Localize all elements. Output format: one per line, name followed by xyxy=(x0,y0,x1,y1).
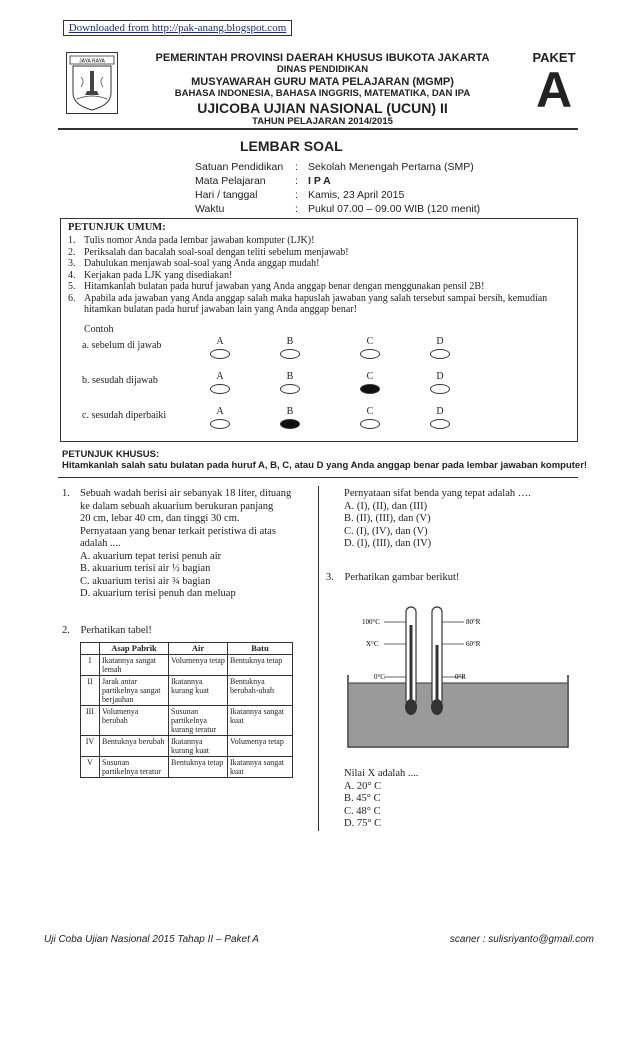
question-text-line: Pernyataan yang benar terkait peristiwa di atas xyxy=(80,525,276,537)
column-divider xyxy=(318,486,319,831)
answer-bubble xyxy=(430,384,450,394)
table-header-row xyxy=(81,643,293,655)
answer-bubble xyxy=(360,349,380,359)
table-cell: Susunan partikelnya teratur xyxy=(100,757,169,778)
info-sep: : xyxy=(295,189,298,201)
header-line-2: DINAS PENDIDIKAN xyxy=(276,64,369,75)
example-label: c. sesudah diperbaiki xyxy=(82,410,167,421)
item-number: 6. xyxy=(68,292,76,304)
table-cell: Bentuknya tetap xyxy=(228,655,293,676)
option-letter: B xyxy=(286,336,294,347)
petunjuk-khusus-title: PETUNJUK KHUSUS: xyxy=(62,449,160,460)
thermo-label: 0°C xyxy=(374,673,385,681)
table-row xyxy=(81,676,293,706)
info-value: I P A xyxy=(308,175,331,187)
answer-option: D. akuarium terisi penuh dan meluap xyxy=(80,588,236,599)
answer-option: D. 75° C xyxy=(344,818,382,829)
item-number: 2. xyxy=(68,246,76,258)
petunjuk-umum-title: PETUNJUK UMUM: xyxy=(68,222,166,233)
contoh-label: Contoh xyxy=(84,324,114,335)
table-cell: Ikatannya sangat lemah xyxy=(100,655,169,676)
table-cell: II xyxy=(81,676,100,706)
option-letter: C xyxy=(366,336,374,347)
footer-left: Uji Coba Ujian Nasional 2015 Tahap II – Paket A xyxy=(44,934,259,945)
table-cell: Bentuknya tetap xyxy=(169,757,228,778)
answer-option: B. akuarium terisi air ½ bagian xyxy=(80,563,211,574)
table-cell: Bentuknya berubah-ubah xyxy=(228,676,293,706)
answer-bubble xyxy=(210,384,230,394)
answer-bubble xyxy=(360,419,380,429)
question-number: 1. xyxy=(62,488,70,499)
lembar-soal-title: LEMBAR SOAL xyxy=(240,138,343,154)
table-cell: IV xyxy=(81,736,100,757)
list-item xyxy=(68,235,574,247)
petunjuk-umum-list xyxy=(68,235,574,316)
info-value: Kamis, 23 April 2015 xyxy=(308,189,405,201)
option-letter: C xyxy=(366,371,374,382)
item-number: 4. xyxy=(68,269,76,281)
answer-option: A. akuarium tepat terisi penuh air xyxy=(80,550,222,562)
answer-option: C. 48° C xyxy=(344,805,381,817)
item-text: Apabila ada jawaban yang Anda anggap salah maka hapuslah jawaban yang salah tersebut sampai bersih, kemudian hitamkan bulatan pada huruf jawaban lain yang Anda anggap benar! xyxy=(84,292,548,315)
table-header: Asap Pabrik xyxy=(100,643,169,655)
question-3 xyxy=(326,572,459,583)
section-divider xyxy=(58,477,578,478)
table-cell: Susunan partikelnya kurang teratur xyxy=(169,706,228,736)
question-text-line: 20 cm, lebar 40 cm, dan tinggi 30 cm. xyxy=(80,513,240,524)
header-divider xyxy=(58,128,578,130)
answer-bubble xyxy=(210,349,230,359)
footer-right: scaner : sulisriyanto@gmail.com xyxy=(449,934,594,945)
answer-bubble xyxy=(430,349,450,359)
table-cell: Volumenya tetap xyxy=(228,736,293,757)
answer-option: A. 20° C xyxy=(344,780,382,792)
thermo-label: 0°R xyxy=(455,673,466,681)
option-letter: A xyxy=(216,406,224,417)
logo-text: JAYA RAYA xyxy=(79,58,105,65)
header-line-4: BAHASA INDONESIA, BAHASA INGGRIS, MATEMATIKA, DAN IPA xyxy=(174,88,471,99)
info-key: Mata Pelajaran xyxy=(195,175,266,187)
item-text: Periksalah dan bacalah soal-soal dengan teliti sebelum menjawab! xyxy=(84,246,349,258)
answer-option: B. 45° C xyxy=(344,793,381,804)
table-cell: I xyxy=(81,655,100,676)
answer-bubble xyxy=(210,419,230,429)
question-number: 3. xyxy=(326,572,334,583)
item-number: 3. xyxy=(68,258,76,269)
properties-table xyxy=(80,642,293,778)
answer-option: B. (II), (III), dan (V) xyxy=(344,513,431,524)
paket-letter: A xyxy=(535,62,573,118)
header-line-3: MUSYAWARAH GURU MATA PELAJARAN (MGMP) xyxy=(191,76,454,88)
option-letter: D xyxy=(436,406,444,417)
example-label: a. sebelum di jawab xyxy=(82,340,162,351)
answer-option: C. akuarium terisi air ¾ bagian xyxy=(80,575,211,587)
item-text: Kerjakan pada LJK yang disediakan! xyxy=(84,269,233,281)
answer-bubble xyxy=(280,384,300,394)
q2-table-wrap xyxy=(80,642,293,778)
table-header: Batu xyxy=(228,643,293,655)
thermo-label: 60°R xyxy=(466,640,481,648)
table-row xyxy=(81,706,293,736)
item-text: Dahulukan menjawab soal-soal yang Anda anggap mudah! xyxy=(84,258,320,269)
table-header: Air xyxy=(169,643,228,655)
table-cell: Ikatannya kurang kuat xyxy=(169,736,228,757)
petunjuk-khusus xyxy=(62,449,587,471)
table-header xyxy=(81,643,100,655)
question-text-line: adalah .... xyxy=(80,538,121,549)
answer-option: C. (I), (IV), dan (V) xyxy=(344,525,428,537)
option-letter: D xyxy=(436,336,444,347)
answer-bubble-filled xyxy=(360,384,380,394)
info-value: Sekolah Menengah Pertama (SMP) xyxy=(308,161,474,173)
table-cell: Jarak antar partikelnya sangat berjauhan xyxy=(100,676,169,706)
list-item xyxy=(68,293,574,316)
question-text-line: ke dalam sebuah akuarium berukuran panjang xyxy=(80,500,274,512)
option-letter: C xyxy=(366,406,374,417)
option-letter: A xyxy=(216,371,224,382)
question-number: 2. xyxy=(62,625,70,636)
list-item xyxy=(68,258,574,270)
question-2-continued xyxy=(344,488,531,551)
item-number: 5. xyxy=(68,281,76,292)
list-item xyxy=(68,247,574,259)
answer-bubble-filled xyxy=(280,419,300,429)
thermo-label: 80°R xyxy=(466,618,481,626)
table-cell: Volumenya berubah xyxy=(100,706,169,736)
header-line-1: PEMERINTAH PROVINSI DAERAH KHUSUS IBUKOTA JAKARTA xyxy=(155,52,490,64)
header-line-5: UJICOBA UJIAN NASIONAL (UCUN) II xyxy=(197,100,448,116)
answer-bubble xyxy=(430,419,450,429)
table-cell: Ikatannya sangat kuat xyxy=(228,706,293,736)
table-row xyxy=(81,736,293,757)
answer-option: A. (I), (II), dan (III) xyxy=(344,500,428,512)
header-line-6: TAHUN PELAJARAN 2014/2015 xyxy=(252,116,393,127)
info-key: Waktu xyxy=(195,203,225,215)
question-text: Perhatikan gambar berikut! xyxy=(344,572,460,583)
table-cell: III xyxy=(81,706,100,736)
item-number: 1. xyxy=(68,235,76,246)
paket-badge xyxy=(526,50,582,118)
item-text: Tulis nomor Anda pada lembar jawaban komputer (LJK)! xyxy=(84,235,315,246)
question-text: Nilai X adalah .... xyxy=(344,768,419,779)
table-row xyxy=(81,655,293,676)
table-cell: V xyxy=(81,757,100,778)
example-label: b. sesudah dijawab xyxy=(82,375,158,386)
info-key: Satuan Pendidikan xyxy=(195,161,284,173)
download-link[interactable]: Downloaded from http://pak-anang.blogspot.com xyxy=(63,20,292,36)
option-letter: D xyxy=(436,371,444,382)
question-3-answers xyxy=(344,768,418,831)
question-2 xyxy=(62,625,152,636)
question-text: Perhatikan tabel! xyxy=(80,625,152,636)
info-value: Pukul 07.00 – 09.00 WIB (120 menit) xyxy=(308,203,481,215)
question-text-line: Sebuah wadah berisi air sebanyak 18 liter, dituang xyxy=(80,488,292,499)
exam-header xyxy=(125,52,520,128)
petunjuk-khusus-text: Hitamkanlah salah satu bulatan pada huruf A, B, C, atau D yang Anda anggap benar pada lembar jawaban komputer! xyxy=(62,460,588,471)
info-key: Hari / tanggal xyxy=(195,189,258,201)
info-sep: : xyxy=(295,203,298,215)
option-letter: B xyxy=(286,406,294,417)
list-item xyxy=(68,270,574,282)
option-letter: B xyxy=(286,371,294,382)
table-row xyxy=(81,757,293,778)
question-text: Pernyataan sifat benda yang tepat adalah …. xyxy=(344,488,531,499)
jakarta-logo xyxy=(66,52,118,114)
answer-bubble xyxy=(280,349,300,359)
info-sep: : xyxy=(295,175,298,187)
table-cell: Bentuknya berubah xyxy=(100,736,169,757)
table-cell: Volumenya tetap xyxy=(169,655,228,676)
table-cell: Ikatannya sangat kuat xyxy=(228,757,293,778)
info-sep: : xyxy=(295,161,298,173)
thermometer-figure xyxy=(340,605,580,755)
item-text: Hitamkanlah bulatan pada huruf jawaban yang Anda anggap benar dengan menggunakan pensil 2B! xyxy=(84,281,485,292)
option-letter: A xyxy=(216,336,224,347)
thermo-label: X°C xyxy=(366,640,379,648)
paket-label: PAKET xyxy=(532,50,576,65)
list-item xyxy=(68,281,574,293)
thermo-label: 100°C xyxy=(362,618,380,626)
table-cell: Ikatannya kurang kuat xyxy=(169,676,228,706)
answer-option: D. (I), (III), dan (IV) xyxy=(344,538,432,549)
